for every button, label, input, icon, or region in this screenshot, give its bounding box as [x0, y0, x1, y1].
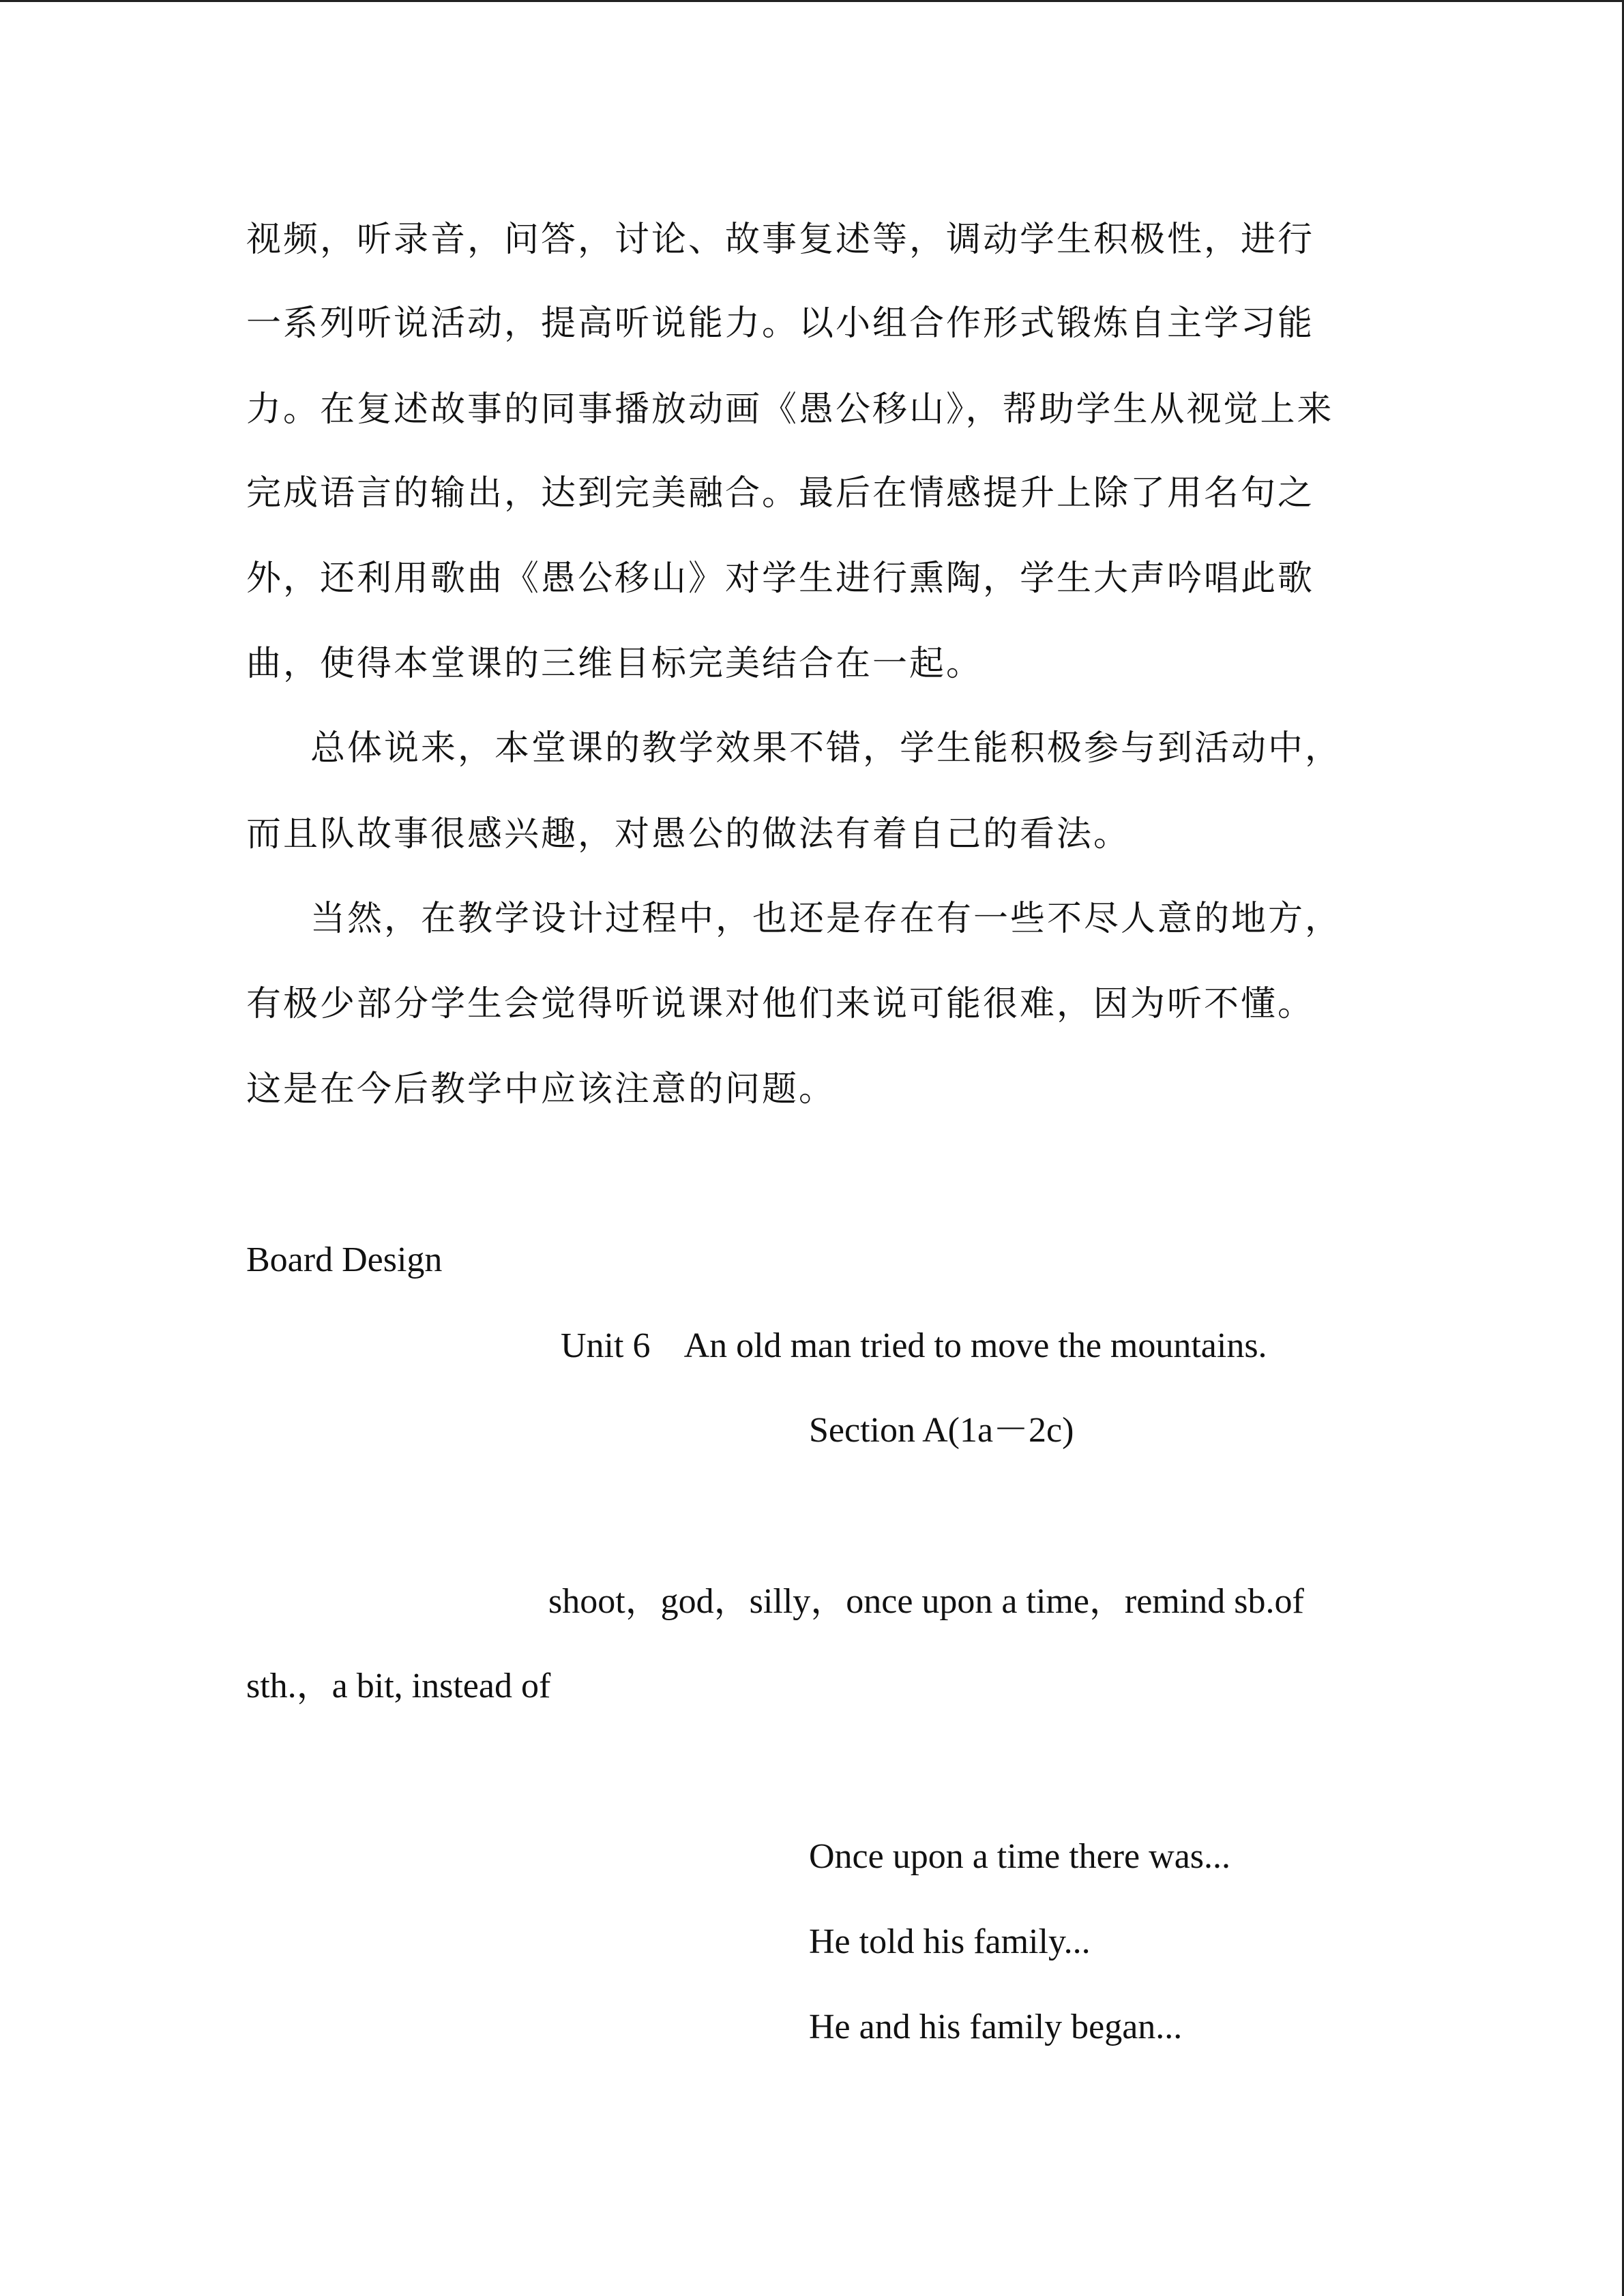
board-design-heading: Board Design [246, 1240, 443, 1279]
board-story-prompt: He and his family began... [809, 2008, 1183, 2046]
paragraph-line: 完成语言的输出，达到完美融合。最后在情感提升上除了用名句之 [246, 475, 1315, 513]
paragraph-line: 一系列听说活动，提高听说能力。以小组合作形式锻炼自主学习能 [246, 305, 1315, 343]
board-section-title: Section A(1a－2c) [809, 1411, 1074, 1450]
paragraph-line: 总体说来，本堂课的教学效果不错，学生能积极参与到活动中， [310, 730, 1342, 768]
board-vocabulary-line: shoot，god，silly，once upon a time，remind sb.of [548, 1582, 1304, 1621]
paragraph-line: 当然，在教学设计过程中，也还是存在有一些不尽人意的地方， [310, 900, 1342, 938]
paragraph-line: 这是在今后教学中应该注意的问题。 [246, 1071, 836, 1109]
board-story-prompt: He told his family... [809, 1922, 1091, 1961]
paragraph-line: 力。在复述故事的同事播放动画《愚公移山》，帮助学生从视觉上来 [246, 391, 1334, 429]
paragraph-line: 而且队故事很感兴趣，对愚公的做法有着自己的看法。 [246, 816, 1131, 854]
page-border-top [0, 0, 1624, 2]
board-vocabulary-line: sth.，a bit, instead of [246, 1667, 551, 1705]
paragraph-line: 外，还利用歌曲《愚公移山》对学生进行熏陶，学生大声吟唱此歌 [246, 560, 1315, 598]
board-unit-title: Unit 6 An old man tried to move the mountains. [561, 1326, 1267, 1365]
paragraph-line: 曲，使得本堂课的三维目标完美结合在一起。 [246, 645, 984, 683]
paragraph-line: 有极少部分学生会觉得听说课对他们来说可能很难，因为听不懂。 [246, 985, 1315, 1024]
board-story-prompt: Once upon a time there was... [809, 1837, 1231, 1876]
paragraph-line: 视频，听录音，问答，讨论、故事复述等，调动学生积极性，进行 [246, 221, 1315, 259]
